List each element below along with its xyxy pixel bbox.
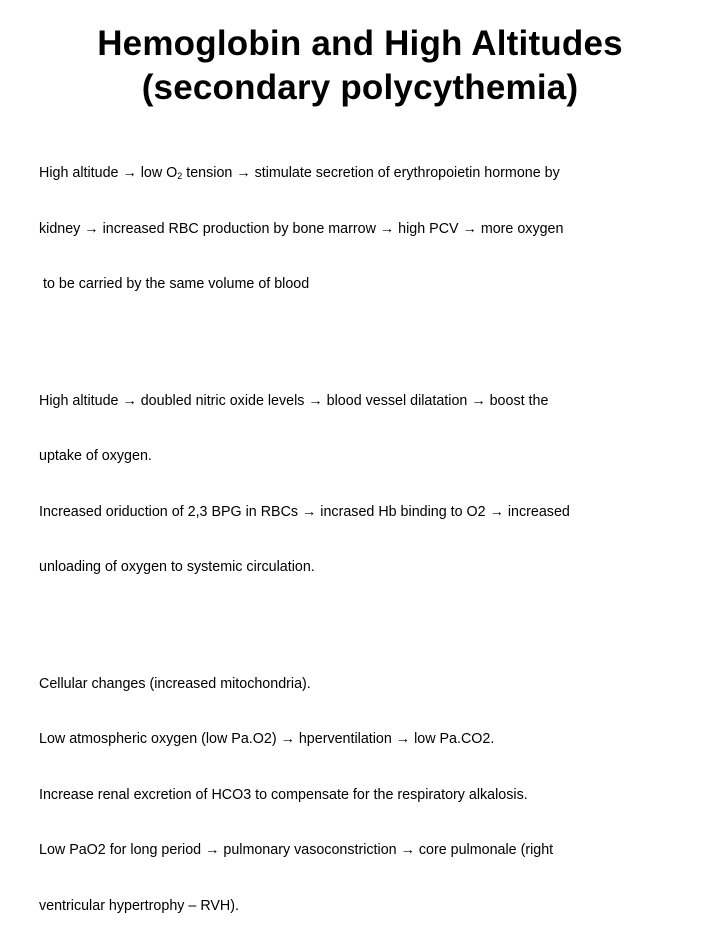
body-line: uptake of oxygen. — [39, 447, 689, 466]
slide-title — [40, 22, 680, 110]
body-line: Increase renal excretion of HCO3 to compensate for the respiratory alkalosis. — [39, 786, 689, 805]
body-text: High altitude → low O — [39, 165, 177, 181]
body-line: Cellular changes (increased mitochondria). — [39, 675, 689, 694]
body-line: Increased oriduction of 2,3 BPG in RBCs → incrased Hb binding to O2 → increased — [39, 503, 689, 522]
body-line: unloading of oxygen to systemic circulation. — [39, 558, 689, 577]
body-line: Low PaO2 for long period → pulmonary vasoconstriction → core pulmonale (right — [39, 841, 689, 860]
subscript-text: 2 — [177, 171, 182, 181]
body-line: kidney → increased RBC production by bone marrow → high PCV → more oxygen — [39, 220, 689, 239]
paragraph-cellular-changes — [39, 638, 689, 952]
slide-title-line-2: (secondary polycythemia) — [40, 66, 680, 110]
body-line: Low atmospheric oxygen (low Pa.O2) → hperventilation → low Pa.CO2. — [39, 730, 689, 749]
body-line: High altitude → doubled nitric oxide levels → blood vessel dilatation → boost the — [39, 392, 689, 411]
slide-title-line-1: Hemoglobin and High Altitudes — [40, 22, 680, 66]
body-text: tension → stimulate secretion of erythropoietin hormone by — [182, 165, 559, 181]
paragraph-erythropoietin — [39, 127, 689, 331]
body-line: to be carried by the same volume of blood — [39, 275, 689, 294]
body-line — [39, 164, 689, 183]
paragraph-nitric-oxide — [39, 355, 689, 614]
body-line: ventricular hypertrophy – RVH). — [39, 897, 689, 916]
